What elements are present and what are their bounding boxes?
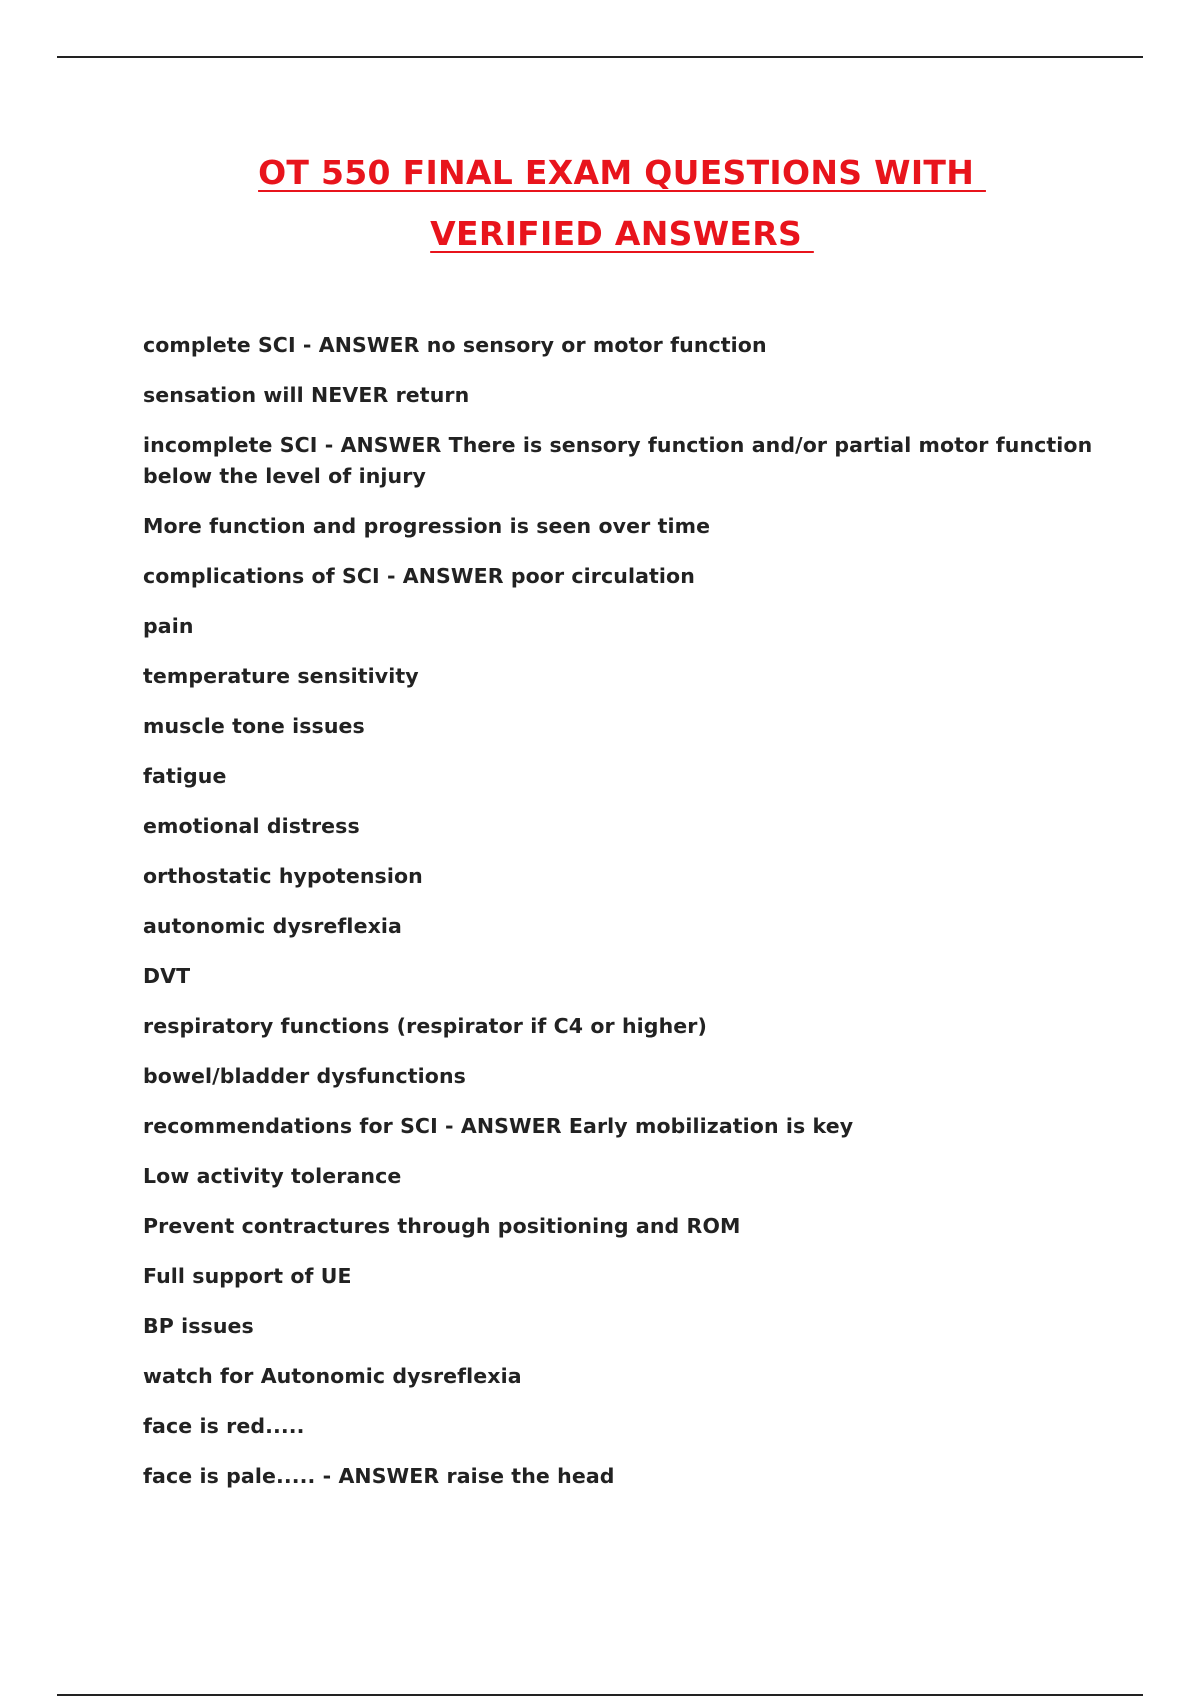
text-line: face is pale..... - ANSWER raise the head bbox=[143, 1464, 615, 1488]
text-line: complete SCI - ANSWER no sensory or motor function bbox=[143, 333, 767, 357]
text-line: sensation will NEVER return bbox=[143, 383, 470, 407]
title-line-1: OT 550 FINAL EXAM QUESTIONS WITH bbox=[258, 153, 986, 192]
text-line: muscle tone issues bbox=[143, 714, 365, 738]
text-line: DVT bbox=[143, 964, 191, 988]
text-line: pain bbox=[143, 614, 194, 638]
text-line: emotional distress bbox=[143, 814, 360, 838]
text-line: Low activity tolerance bbox=[143, 1164, 402, 1188]
text-line: BP issues bbox=[143, 1314, 254, 1338]
text-line: More function and progression is seen over time bbox=[143, 514, 711, 538]
text-line: temperature sensitivity bbox=[143, 664, 419, 688]
text-line: orthostatic hypotension bbox=[143, 864, 423, 888]
title-line-2: VERIFIED ANSWERS bbox=[430, 214, 814, 253]
text-line: recommendations for SCI - ANSWER Early mobilization is key bbox=[143, 1114, 854, 1138]
text-line: autonomic dysreflexia bbox=[143, 914, 402, 938]
text-line: respiratory functions (respirator if C4 or higher) bbox=[143, 1014, 707, 1038]
text-line: Full support of UE bbox=[143, 1264, 352, 1288]
text-line: complications of SCI - ANSWER poor circulation bbox=[143, 564, 695, 588]
text-line: bowel/bladder dysfunctions bbox=[143, 1064, 466, 1088]
bottom-rule bbox=[57, 1694, 1143, 1696]
text-line: face is red..... bbox=[143, 1414, 305, 1438]
top-rule bbox=[57, 56, 1143, 58]
text-line: watch for Autonomic dysreflexia bbox=[143, 1364, 522, 1388]
document-title bbox=[0, 142, 1200, 264]
text-line: incomplete SCI - ANSWER There is sensory function and/or partial motor function below the level of injury bbox=[143, 433, 1093, 488]
text-line: fatigue bbox=[143, 764, 227, 788]
text-line: Prevent contractures through positioning and ROM bbox=[143, 1214, 741, 1238]
qa-content bbox=[143, 330, 1103, 1492]
